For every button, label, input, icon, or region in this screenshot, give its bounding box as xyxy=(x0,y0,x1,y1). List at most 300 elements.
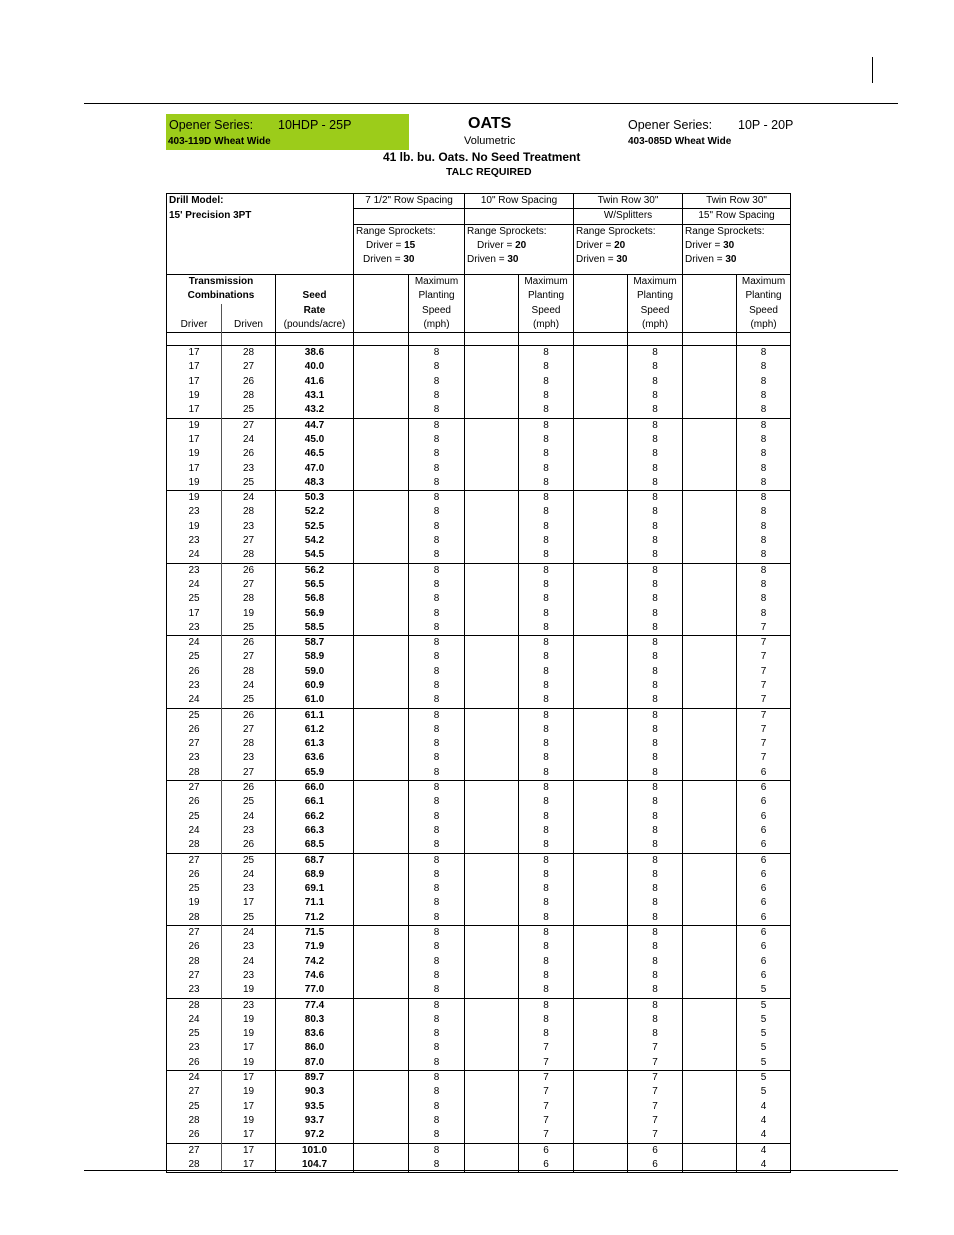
speed-cell-0: 8 xyxy=(409,723,465,737)
seed-rate-cell: 60.9 xyxy=(276,679,354,693)
speed-cell-0: 8 xyxy=(409,751,465,765)
driver-cell: 28 xyxy=(167,1158,222,1173)
driver-cell: 17 xyxy=(167,360,222,374)
table-row xyxy=(167,1027,791,1041)
table-row xyxy=(167,679,791,693)
speed-cell-1: 7 xyxy=(519,1128,574,1143)
speed-cell-0: 8 xyxy=(409,737,465,751)
speed-cell-0: 8 xyxy=(409,1041,465,1055)
spacing-0-title: 7 1/2" Row Spacing xyxy=(354,194,465,209)
speed-cell-0: 8 xyxy=(409,679,465,693)
speed-cell-2: 8 xyxy=(628,346,683,361)
driven-cell: 27 xyxy=(222,418,276,433)
speed-cell-3: 5 xyxy=(737,1056,791,1071)
speed-cell-3: 7 xyxy=(737,723,791,737)
driver-header: Driver xyxy=(167,318,222,333)
driver-cell: 28 xyxy=(167,766,222,781)
speed-cell-1: 6 xyxy=(519,1143,574,1158)
speed-cell-1: 8 xyxy=(519,824,574,838)
table-row xyxy=(167,389,791,403)
speed-cell-1: 8 xyxy=(519,578,574,592)
speed-cell-0: 8 xyxy=(409,1027,465,1041)
driver-cell: 27 xyxy=(167,853,222,868)
spacing-0-driver: Driver = 15 xyxy=(354,239,465,253)
speed-cell-3: 7 xyxy=(737,621,791,636)
driver-cell: 23 xyxy=(167,983,222,998)
seed-rate-cell: 58.9 xyxy=(276,650,354,664)
driven-cell: 26 xyxy=(222,636,276,651)
table-row xyxy=(167,1114,791,1128)
driver-cell: 23 xyxy=(167,563,222,578)
driver-cell: 28 xyxy=(167,1114,222,1128)
spacing-3-sub: 15" Row Spacing xyxy=(683,209,791,224)
speed-cell-1: 7 xyxy=(519,1056,574,1071)
speed-cell-2: 8 xyxy=(628,751,683,765)
speed-cell-3: 6 xyxy=(737,911,791,926)
speed-cell-1: 8 xyxy=(519,693,574,708)
speed-cell-1: 8 xyxy=(519,346,574,361)
speed-cell-2: 8 xyxy=(628,403,683,418)
speed-cell-1: 8 xyxy=(519,940,574,954)
driven-cell: 19 xyxy=(222,1056,276,1071)
speed-cell-3: 7 xyxy=(737,708,791,723)
driven-header: Driven xyxy=(222,318,276,333)
table-row xyxy=(167,462,791,476)
speed-cell-0: 8 xyxy=(409,1114,465,1128)
speed-cell-2: 8 xyxy=(628,665,683,679)
table-row xyxy=(167,824,791,838)
spacing-3-title: Twin Row 30" xyxy=(683,194,791,209)
seed-description: 41 lb. bu. Oats. No Seed Treatment xyxy=(383,150,581,164)
speed-cell-1: 8 xyxy=(519,360,574,374)
drill-model-label: Drill Model: xyxy=(167,194,354,209)
speed-cell-2: 8 xyxy=(628,548,683,563)
speed-cell-2: 8 xyxy=(628,1013,683,1027)
speed-cell-1: 8 xyxy=(519,766,574,781)
driver-cell: 19 xyxy=(167,476,222,491)
seed-rate-cell: 65.9 xyxy=(276,766,354,781)
speed-cell-3: 6 xyxy=(737,781,791,796)
speed-cell-0: 8 xyxy=(409,795,465,809)
driver-cell: 17 xyxy=(167,375,222,389)
table-row xyxy=(167,1041,791,1055)
top-rule xyxy=(84,103,898,104)
speed-cell-3: 8 xyxy=(737,418,791,433)
data-rows xyxy=(167,346,791,1173)
driven-cell: 28 xyxy=(222,592,276,606)
driver-cell: 23 xyxy=(167,679,222,693)
table-row xyxy=(167,896,791,910)
driver-cell: 17 xyxy=(167,433,222,447)
seed-rate-cell: 54.5 xyxy=(276,548,354,563)
driven-cell: 24 xyxy=(222,679,276,693)
driver-cell: 24 xyxy=(167,1013,222,1027)
seed-rate-cell: 87.0 xyxy=(276,1056,354,1071)
speed-cell-0: 8 xyxy=(409,781,465,796)
drill-model-value: 15' Precision 3PT xyxy=(167,209,354,224)
table-row xyxy=(167,810,791,824)
driver-cell: 25 xyxy=(167,1027,222,1041)
driver-cell: 24 xyxy=(167,578,222,592)
speed-cell-1: 8 xyxy=(519,505,574,519)
seed-rate-cell: 43.2 xyxy=(276,403,354,418)
table-row xyxy=(167,1100,791,1114)
table-row xyxy=(167,1158,791,1173)
driver-cell: 25 xyxy=(167,650,222,664)
rate-header: Rate xyxy=(276,304,354,318)
speed-cell-0: 8 xyxy=(409,998,465,1013)
speed-cell-1: 8 xyxy=(519,955,574,969)
speed-cell-3: 7 xyxy=(737,665,791,679)
seed-rate-cell: 58.5 xyxy=(276,621,354,636)
speed-cell-1: 8 xyxy=(519,520,574,534)
speed-cell-0: 8 xyxy=(409,1013,465,1027)
speed-cell-1: 7 xyxy=(519,1100,574,1114)
speed-cell-2: 8 xyxy=(628,375,683,389)
speed-cell-2: 8 xyxy=(628,447,683,461)
seed-rate-cell: 44.7 xyxy=(276,418,354,433)
spacing-3-range: Range Sprockets: xyxy=(683,224,791,239)
speed-cell-0: 8 xyxy=(409,1056,465,1071)
spacing-0-range: Range Sprockets: xyxy=(354,224,465,239)
spacing-2-driver: Driver = 20 xyxy=(574,239,683,253)
speed-cell-0: 8 xyxy=(409,447,465,461)
speed-cell-0: 8 xyxy=(409,665,465,679)
table-row xyxy=(167,795,791,809)
table-row xyxy=(167,636,791,651)
speed-cell-1: 8 xyxy=(519,926,574,941)
speed-cell-1: 8 xyxy=(519,781,574,796)
speed-cell-2: 8 xyxy=(628,693,683,708)
driver-cell: 23 xyxy=(167,505,222,519)
driver-cell: 25 xyxy=(167,592,222,606)
speed-cell-0: 8 xyxy=(409,896,465,910)
driven-cell: 19 xyxy=(222,1027,276,1041)
speed-cell-0: 8 xyxy=(409,969,465,983)
speed-cell-0: 8 xyxy=(409,375,465,389)
driven-cell: 24 xyxy=(222,810,276,824)
spacing-2-title: Twin Row 30" xyxy=(574,194,683,209)
seed-rate-cell: 41.6 xyxy=(276,375,354,389)
driven-cell: 24 xyxy=(222,868,276,882)
speed-cell-0: 8 xyxy=(409,418,465,433)
seed-rate-cell: 56.2 xyxy=(276,563,354,578)
speed-cell-3: 6 xyxy=(737,940,791,954)
speed-cell-0: 8 xyxy=(409,766,465,781)
driven-cell: 23 xyxy=(222,520,276,534)
speed-cell-3: 8 xyxy=(737,491,791,506)
speed-cell-0: 8 xyxy=(409,911,465,926)
driver-cell: 24 xyxy=(167,693,222,708)
speed-cell-3: 6 xyxy=(737,824,791,838)
speed-cell-3: 7 xyxy=(737,737,791,751)
speed-cell-2: 8 xyxy=(628,491,683,506)
table-row xyxy=(167,723,791,737)
driver-cell: 25 xyxy=(167,810,222,824)
driven-cell: 23 xyxy=(222,969,276,983)
seed-rate-cell: 46.5 xyxy=(276,447,354,461)
speed-cell-2: 8 xyxy=(628,795,683,809)
speed-cell-0: 8 xyxy=(409,853,465,868)
seed-rate-cell: 40.0 xyxy=(276,360,354,374)
driven-cell: 17 xyxy=(222,1143,276,1158)
speed-cell-3: 8 xyxy=(737,360,791,374)
speed-cell-3: 8 xyxy=(737,563,791,578)
driver-cell: 25 xyxy=(167,882,222,896)
seed-rate-cell: 83.6 xyxy=(276,1027,354,1041)
speed-cell-3: 5 xyxy=(737,1013,791,1027)
speed-cell-1: 7 xyxy=(519,1041,574,1055)
speed-cell-2: 8 xyxy=(628,534,683,548)
speed-cell-2: 8 xyxy=(628,505,683,519)
table-row xyxy=(167,534,791,548)
speed-cell-1: 8 xyxy=(519,911,574,926)
spacing-2-range: Range Sprockets: xyxy=(574,224,683,239)
speed-cell-0: 8 xyxy=(409,636,465,651)
speed-cell-3: 4 xyxy=(737,1143,791,1158)
speed-cell-0: 8 xyxy=(409,868,465,882)
table-row xyxy=(167,563,791,578)
speed-cell-3: 5 xyxy=(737,998,791,1013)
driver-cell: 24 xyxy=(167,1071,222,1086)
speed-cell-3: 5 xyxy=(737,1085,791,1099)
left-series-label: Opener Series: xyxy=(169,118,254,132)
speed-cell-3: 6 xyxy=(737,795,791,809)
speed-cell-0: 8 xyxy=(409,563,465,578)
seed-rate-cell: 86.0 xyxy=(276,1041,354,1055)
speed-cell-3: 4 xyxy=(737,1100,791,1114)
seed-rate-cell: 56.9 xyxy=(276,607,354,621)
seed-rate-cell: 52.2 xyxy=(276,505,354,519)
spacing-1-driven: Driven = 30 xyxy=(465,253,574,267)
driver-cell: 19 xyxy=(167,418,222,433)
seed-rate-cell: 71.1 xyxy=(276,896,354,910)
seed-rate-cell: 61.0 xyxy=(276,693,354,708)
table-row xyxy=(167,766,791,781)
speed-cell-2: 8 xyxy=(628,926,683,941)
speed-cell-0: 8 xyxy=(409,882,465,896)
speed-cell-0: 8 xyxy=(409,1143,465,1158)
speed-cell-3: 6 xyxy=(737,955,791,969)
table-row xyxy=(167,665,791,679)
speed-header-1: Maximum xyxy=(519,274,574,289)
table-row xyxy=(167,505,791,519)
driver-cell: 26 xyxy=(167,1128,222,1143)
speed-cell-1: 8 xyxy=(519,896,574,910)
speed-cell-2: 8 xyxy=(628,766,683,781)
driven-cell: 23 xyxy=(222,882,276,896)
speed-cell-2: 8 xyxy=(628,824,683,838)
speed-cell-3: 7 xyxy=(737,751,791,765)
driven-cell: 28 xyxy=(222,505,276,519)
table-row xyxy=(167,983,791,998)
speed-cell-2: 7 xyxy=(628,1085,683,1099)
driven-cell: 26 xyxy=(222,708,276,723)
seed-rate-cell: 68.5 xyxy=(276,838,354,853)
speed-cell-1: 8 xyxy=(519,737,574,751)
driver-cell: 24 xyxy=(167,548,222,563)
speed-cell-1: 8 xyxy=(519,433,574,447)
table-row xyxy=(167,520,791,534)
speed-cell-0: 8 xyxy=(409,940,465,954)
table-row xyxy=(167,926,791,941)
driver-cell: 27 xyxy=(167,737,222,751)
driver-cell: 28 xyxy=(167,911,222,926)
driven-cell: 27 xyxy=(222,650,276,664)
seed-rate-cell: 56.5 xyxy=(276,578,354,592)
speed-cell-3: 8 xyxy=(737,607,791,621)
driver-cell: 24 xyxy=(167,636,222,651)
driven-cell: 17 xyxy=(222,1041,276,1055)
seed-header: Seed xyxy=(276,289,354,303)
transmission-header: Transmission xyxy=(167,274,276,289)
driver-cell: 24 xyxy=(167,824,222,838)
driver-cell: 19 xyxy=(167,491,222,506)
speed-cell-2: 8 xyxy=(628,520,683,534)
driver-cell: 26 xyxy=(167,868,222,882)
seed-rate-cell: 71.2 xyxy=(276,911,354,926)
speed-cell-2: 8 xyxy=(628,592,683,606)
table-row xyxy=(167,592,791,606)
driven-cell: 25 xyxy=(222,911,276,926)
driver-cell: 25 xyxy=(167,1100,222,1114)
table-row xyxy=(167,781,791,796)
driven-cell: 26 xyxy=(222,563,276,578)
seed-rate-cell: 68.7 xyxy=(276,853,354,868)
table-row xyxy=(167,476,791,491)
speed-cell-2: 8 xyxy=(628,868,683,882)
speed-cell-3: 8 xyxy=(737,476,791,491)
speed-cell-2: 8 xyxy=(628,433,683,447)
seed-rate-cell: 77.0 xyxy=(276,983,354,998)
seed-rate-cell: 63.6 xyxy=(276,751,354,765)
speed-cell-1: 8 xyxy=(519,810,574,824)
seed-rate-cell: 77.4 xyxy=(276,998,354,1013)
driven-cell: 19 xyxy=(222,1013,276,1027)
driven-cell: 26 xyxy=(222,838,276,853)
seed-rate-table: Drill Model: 7 1/2" Row Spacing 10" Row Spacing Twin Row 30" Twin Row 30" 15' Precision 3PT W/Splitters 15" Row Spacing Range Sprockets: Range Sprockets: Range Sprockets: Range Sprockets: Driver = 15 Driver = 20 Driver = 20 Driver = 30 Driven = 30 Driven = 30 Driven = 30 Driven = 30 Transmission Maximum Maximum Maximum Maximum Combinations Seed Planting Planting Planting Planting Rate Speed Speed Speed Speed Driver Driven (pounds/acre) (mph) (mph) (mph) (mph) 17 28 38.6 8 8 8 8 17 27 40.0 8 8 8 8 17 26 41.6 8 8 8 8 19 28 43.1 8 8 8 8 17 25 43.2 8 8 8 8 19 27 44.7 8 8 8 8 17 24 45.0 8 8 8 8 19 26 46.5 8 8 8 8 17 23 47.0 8 8 8 8 19 25 48.3 8 8 8 8 19 24 50.3 8 8 8 8 23 28 52.2 8 8 8 8 19 23 52.5 8 8 8 8 23 27 54.2 8 8 8 8 24 28 54.5 8 8 8 8 23 26 56.2 8 8 8 8 24 27 56.5 8 8 8 8 25 28 56.8 8 8 8 8 17 19 56.9 8 8 8 8 23 25 58.5 8 8 8 7 24 26 58.7 8 8 8 7 25 27 58.9 8 8 8 7 26 28 59.0 8 8 8 7 23 24 60.9 8 8 8 7 24 25 61.0 8 8 8 7 25 26 61.1 8 8 8 7 26 27 61.2 8 8 8 7 27 28 61.3 8 8 8 7 23 23 63.6 8 8 8 7 28 27 65.9 8 8 8 6 27 26 66.0 8 8 8 6 26 25 66.1 8 8 8 6 25 24 66.2 8 8 8 6 24 23 66.3 8 8 8 6 28 26 68.5 8 8 8 6 27 25 68.7 8 8 8 6 26 24 68.9 8 8 8 6 25 23 69.1 8 8 8 6 19 17 71.1 8 8 8 6 28 25 71.2 8 8 8 6 27 24 71.5 8 8 8 6 26 23 71.9 8 8 8 6 28 24 74.2 8 8 8 6 27 23 74.6 8 8 8 6 23 19 77.0 8 8 8 5 28 23 77.4 8 8 8 5 24 19 80.3 8 8 8 5 25 19 83.6 8 8 8 5 23 17 86.0 8 7 7 5 26 19 87.0 8 7 7 5 24 17 89.7 8 7 7 5 27 19 90.3 8 7 7 5 25 17 93.5 8 7 7 4 28 19 93.7 8 7 7 4 26 17 97.2 8 7 7 4 27 17 101.0 8 6 6 4 28 17 104.7 8 6 6 4 xyxy=(166,193,791,1173)
speed-cell-1: 8 xyxy=(519,665,574,679)
speed-cell-2: 8 xyxy=(628,983,683,998)
driven-cell: 24 xyxy=(222,491,276,506)
speed-cell-2: 8 xyxy=(628,418,683,433)
speed-cell-0: 8 xyxy=(409,1128,465,1143)
speed-cell-1: 8 xyxy=(519,607,574,621)
speed-cell-2: 8 xyxy=(628,636,683,651)
driven-cell: 26 xyxy=(222,781,276,796)
table-row xyxy=(167,955,791,969)
table-row xyxy=(167,346,791,361)
speed-cell-2: 8 xyxy=(628,360,683,374)
driver-cell: 23 xyxy=(167,1041,222,1055)
table-row xyxy=(167,1013,791,1027)
seed-rate-cell: 58.7 xyxy=(276,636,354,651)
table-row xyxy=(167,1085,791,1099)
left-series-value: 10HDP - 25P xyxy=(278,118,352,132)
driver-cell: 27 xyxy=(167,1143,222,1158)
driver-cell: 25 xyxy=(167,708,222,723)
driver-cell: 27 xyxy=(167,969,222,983)
speed-cell-0: 8 xyxy=(409,824,465,838)
driver-cell: 17 xyxy=(167,403,222,418)
speed-cell-3: 6 xyxy=(737,868,791,882)
page-title: OATS xyxy=(468,115,512,132)
speed-cell-3: 8 xyxy=(737,447,791,461)
speed-cell-3: 6 xyxy=(737,926,791,941)
table-row xyxy=(167,751,791,765)
speed-cell-1: 8 xyxy=(519,838,574,853)
driven-cell: 25 xyxy=(222,403,276,418)
seed-rate-cell: 54.2 xyxy=(276,534,354,548)
speed-cell-0: 8 xyxy=(409,1100,465,1114)
talc-required: TALC REQUIRED xyxy=(446,166,532,178)
table-row xyxy=(167,433,791,447)
speed-cell-3: 8 xyxy=(737,520,791,534)
seed-rate-cell: 48.3 xyxy=(276,476,354,491)
driver-cell: 23 xyxy=(167,751,222,765)
table-row xyxy=(167,998,791,1013)
units-header: (pounds/acre) xyxy=(276,318,354,333)
speed-cell-0: 8 xyxy=(409,693,465,708)
seed-rate-cell: 74.6 xyxy=(276,969,354,983)
driven-cell: 26 xyxy=(222,375,276,389)
speed-cell-1: 8 xyxy=(519,534,574,548)
driven-cell: 25 xyxy=(222,795,276,809)
table-row xyxy=(167,838,791,853)
speed-cell-0: 8 xyxy=(409,534,465,548)
speed-cell-3: 8 xyxy=(737,375,791,389)
seed-rate-cell: 71.9 xyxy=(276,940,354,954)
speed-cell-0: 8 xyxy=(409,708,465,723)
combinations-header: Combinations xyxy=(167,289,276,303)
speed-cell-2: 8 xyxy=(628,882,683,896)
right-series-label: Opener Series: xyxy=(628,118,713,132)
table-row xyxy=(167,447,791,461)
speed-cell-2: 7 xyxy=(628,1041,683,1055)
seed-rate-cell: 52.5 xyxy=(276,520,354,534)
seed-rate-cell: 61.2 xyxy=(276,723,354,737)
speed-cell-2: 8 xyxy=(628,737,683,751)
seed-rate-cell: 97.2 xyxy=(276,1128,354,1143)
table-row xyxy=(167,737,791,751)
speed-cell-2: 8 xyxy=(628,708,683,723)
speed-cell-3: 7 xyxy=(737,636,791,651)
speed-cell-1: 6 xyxy=(519,1158,574,1173)
speed-cell-2: 8 xyxy=(628,1027,683,1041)
table-row xyxy=(167,940,791,954)
table-row xyxy=(167,882,791,896)
driven-cell: 25 xyxy=(222,476,276,491)
speed-cell-3: 4 xyxy=(737,1114,791,1128)
speed-cell-1: 8 xyxy=(519,447,574,461)
driver-cell: 27 xyxy=(167,781,222,796)
speed-cell-0: 8 xyxy=(409,491,465,506)
driver-cell: 19 xyxy=(167,896,222,910)
speed-cell-3: 4 xyxy=(737,1128,791,1143)
speed-cell-2: 8 xyxy=(628,679,683,693)
table-row xyxy=(167,548,791,563)
seed-rate-cell: 47.0 xyxy=(276,462,354,476)
table-row xyxy=(167,650,791,664)
speed-cell-2: 8 xyxy=(628,462,683,476)
speed-cell-3: 6 xyxy=(737,853,791,868)
speed-cell-1: 8 xyxy=(519,592,574,606)
speed-cell-3: 6 xyxy=(737,766,791,781)
driver-cell: 26 xyxy=(167,795,222,809)
speed-cell-0: 8 xyxy=(409,346,465,361)
speed-cell-2: 8 xyxy=(628,476,683,491)
speed-cell-0: 8 xyxy=(409,955,465,969)
